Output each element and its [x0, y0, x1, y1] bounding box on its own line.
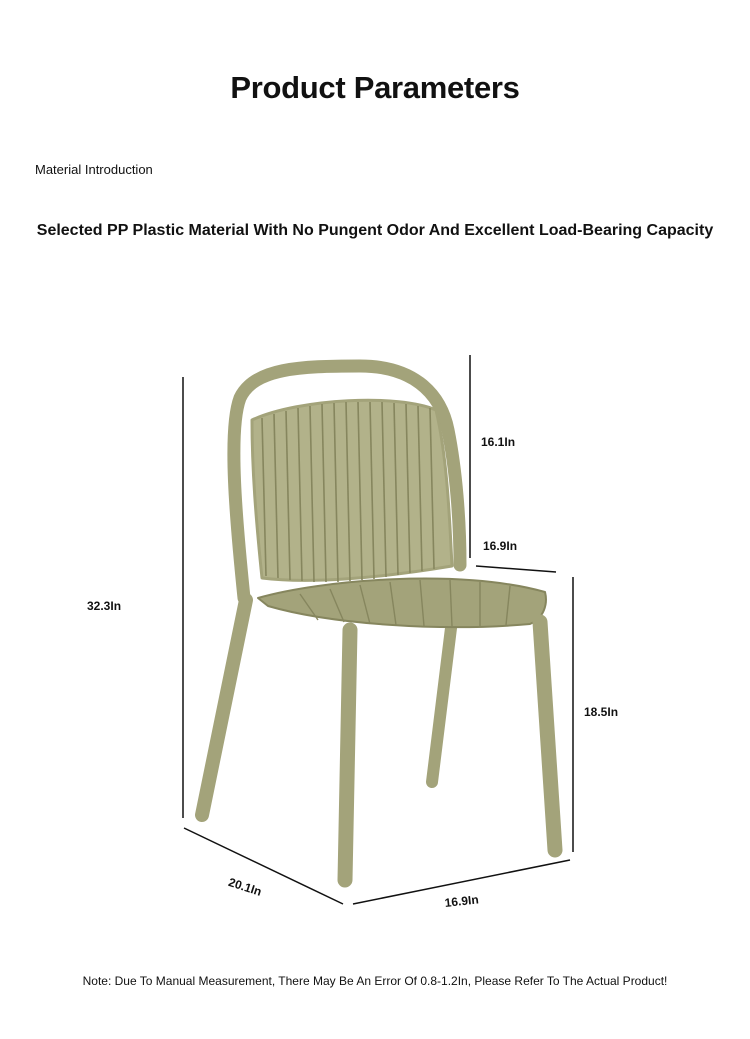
footer-note: Note: Due To Manual Measurement, There May Be An Error Of 0.8-1.2In, Please Refer To The Actual Product!: [82, 974, 668, 988]
chair-figure: [0, 340, 750, 920]
depth-label: 20.1In: [226, 875, 264, 899]
backrest-height-label: 16.1In: [481, 435, 516, 449]
base-width-label: 16.9In: [444, 892, 480, 910]
seat-width-line: [476, 566, 556, 572]
material-headline: Selected PP Plastic Material With No Pungent Odor And Excellent Load-Bearing Capacity: [36, 222, 714, 239]
total-height-label: 32.3In: [87, 599, 122, 613]
seat-height-label: 18.5In: [584, 705, 619, 719]
section-label: Material Introduction: [35, 162, 153, 177]
depth-line: [184, 828, 343, 904]
seat-width-top-label: 16.9In: [483, 539, 518, 553]
page-title: Product Parameters: [230, 70, 520, 105]
